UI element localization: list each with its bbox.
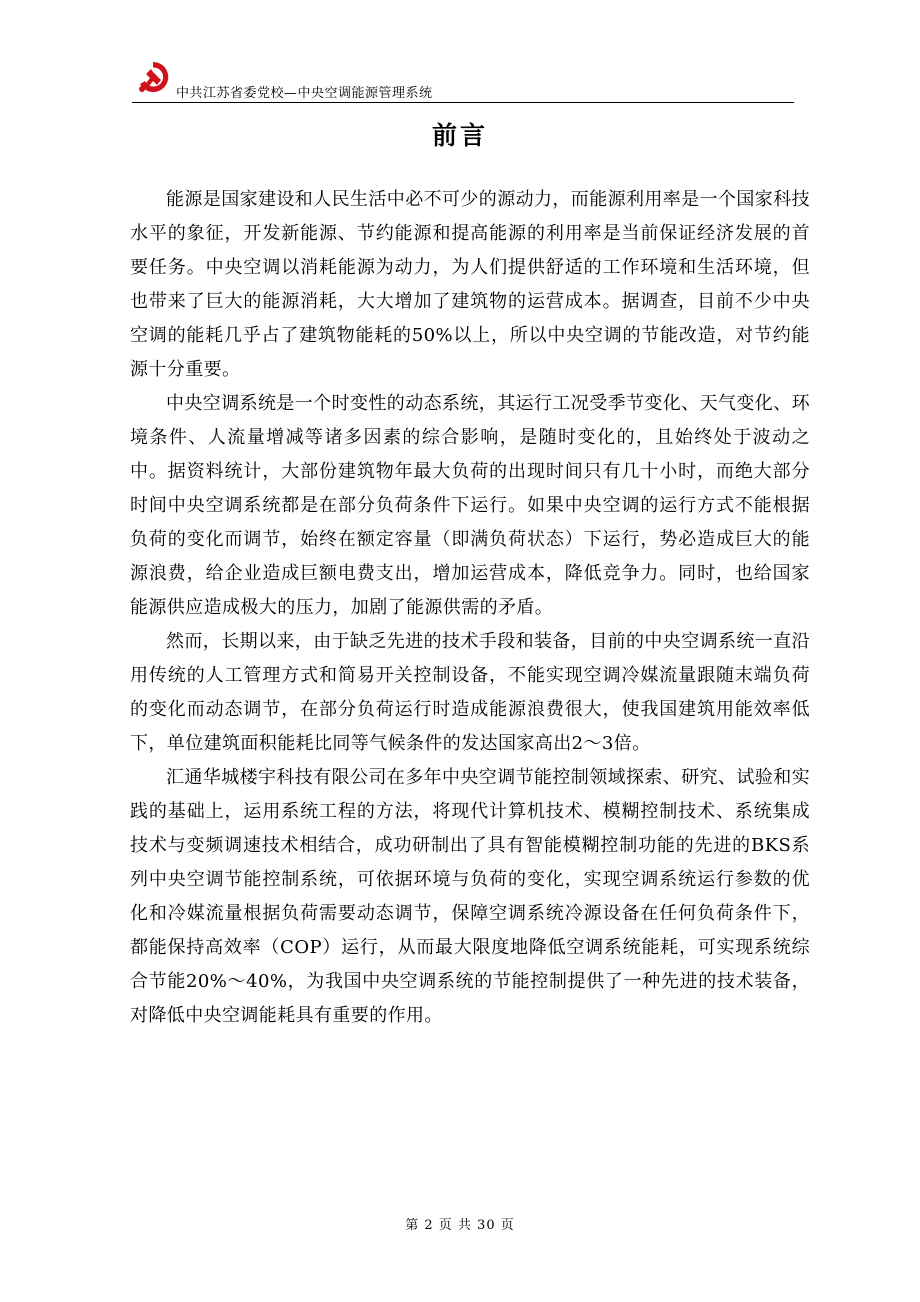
header-title: 中共江苏省委党校—中央空调能源管理系统 — [176, 86, 433, 101]
paragraph: 然而，长期以来，由于缺乏先进的技术手段和装备，目前的中央空调系统一直沿用传统的人工管理方式和简易开关控制设备，不能实现空调冷媒流量跟随末端负荷的变化而动态调节，在部分负荷运行时造成能源浪费很大，使我国建筑用能效率低下，单位建筑面积能耗比同等气候条件的发达国家高出2～3倍。 — [130, 631, 810, 754]
document-body — [130, 183, 810, 1033]
paragraph: 能源是国家建设和人民生活中必不可少的源动力，而能源利用率是一个国家科技水平的象征，开发新能源、节约能源和提高能源的利用率是当前保证经济发展的首要任务。中央空调以消耗能源为动力，为人们提供舒适的工作环境和生活环境，但也带来了巨大的能源消耗，大大增加了建筑物的运营成本。据调查，目前不少中央空调的能耗几乎占了建筑物能耗的50%以上，所以中央空调的节能改造，对节约能源十分重要。 — [130, 189, 810, 380]
paragraph: 汇通华城楼宇科技有限公司在多年中央空调节能控制领域探索、研究、试验和实践的基础上，运用系统工程的方法，将现代计算机技术、模糊控制技术、系统集成技术与变频调速技术相结合，成功研制出了具有智能模糊控制功能的先进的BKS系列中央空调节能控制系统，可依据环境与负荷的变化，实现空调系统运行参数的优化和冷媒流量根据负荷需要动态调节，保障空调系统冷源设备在任何负荷条件下，都能保持高效率（COP）运行，从而最大限度地降低空调系统能耗，可实现系统综合节能20%～40%，为我国中央空调系统的节能控制提供了一种先进的技术装备，对降低中央空调能耗具有重要的作用。 — [130, 767, 810, 1026]
page-number: 第 2 页 共 30 页 — [405, 1218, 515, 1233]
header-divider — [132, 102, 794, 103]
page-title: 前言 — [431, 121, 488, 150]
party-emblem-icon — [136, 60, 170, 94]
page-header — [132, 60, 794, 106]
paragraph: 中央空调系统是一个时变性的动态系统，其运行工况受季节变化、天气变化、环境条件、人流量增减等诸多因素的综合影响，是随时变化的，且始终处于波动之中。据资料统计，大部份建筑物年最大负荷的出现时间只有几十小时，而绝大部分时间中央空调系统都是在部分负荷条件下运行。如果中央空调的运行方式不能根据负荷的变化而调节，始终在额定容量（即满负荷状态）下运行，势必造成巨大的能源浪费，给企业造成巨额电费支出，增加运营成本，降低竞争力。同时，也给国家能源供应造成极大的压力，加剧了能源供需的矛盾。 — [130, 393, 810, 618]
